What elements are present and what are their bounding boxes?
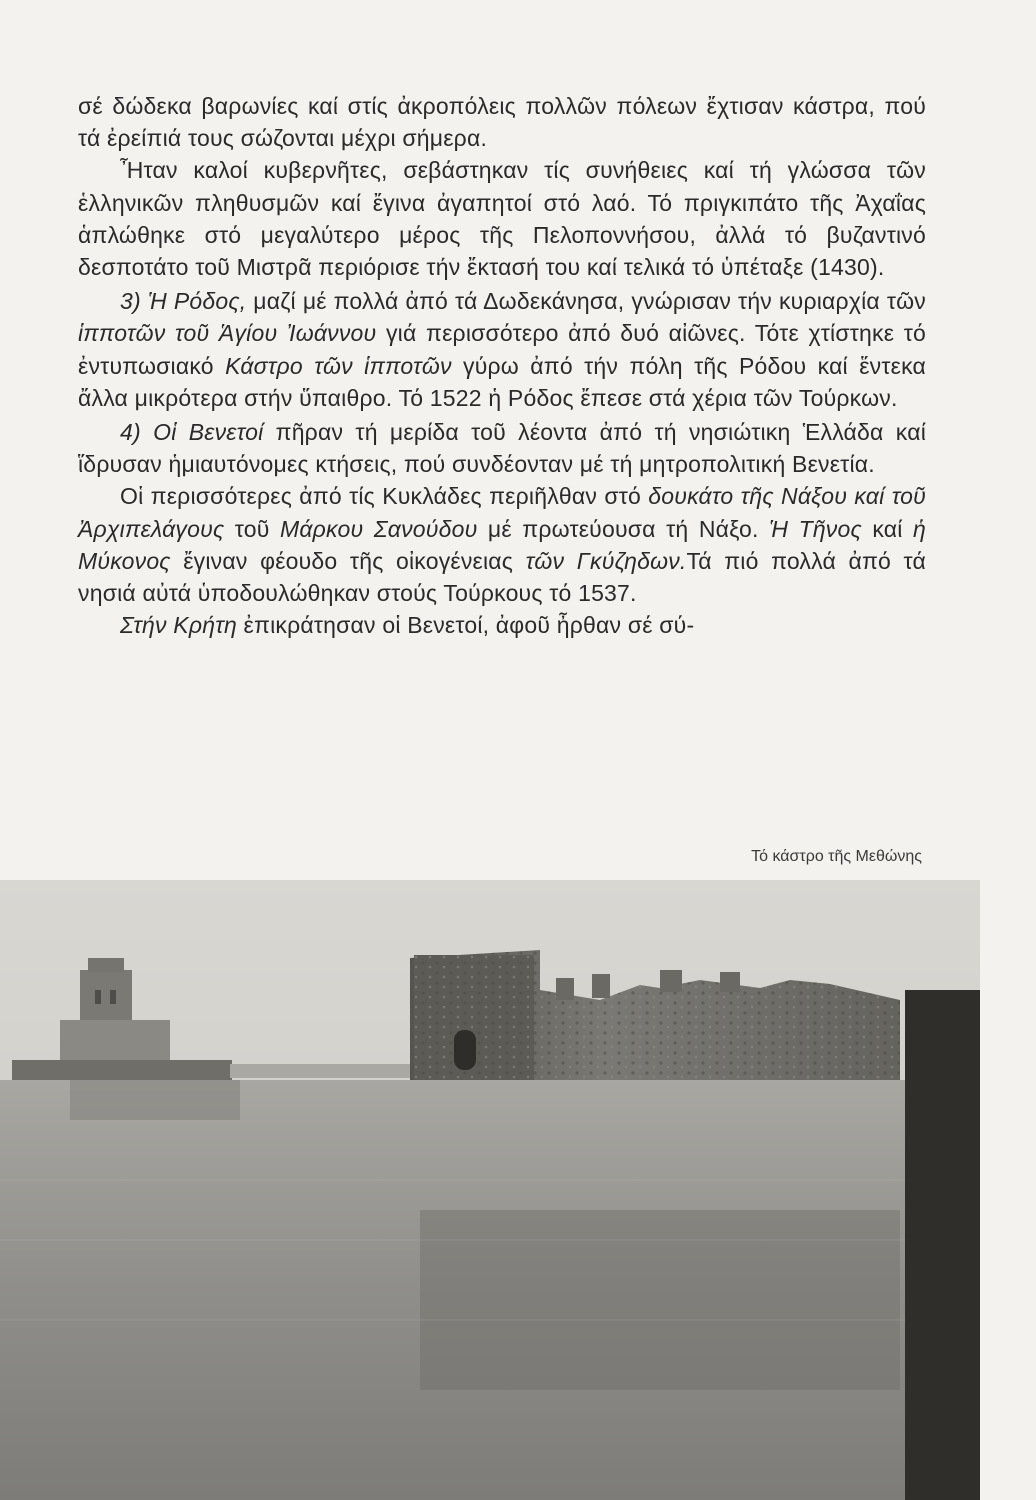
paragraph-3	[78, 285, 926, 414]
item-number-3: 3)	[120, 288, 141, 315]
duchy-name: δουκάτο τῆς Νάξου καί τοῦ Ἀρχιπελάγους	[78, 483, 927, 542]
paragraph-5	[78, 480, 926, 609]
body-text	[78, 90, 926, 641]
text-span: Τά πιό πολλά ἀπό τά νησιά αὐτά ὑποδουλώθηκαν στούς Τούρκους τό 1537.	[78, 547, 926, 607]
castle-name: Κάστρο τῶν ἱπποτῶν	[225, 352, 452, 379]
text-span: μαζί μέ πολλά ἀπό τά Δωδεκάνησα, γνώρισαν τήν κυριαρχία τῶν	[246, 288, 926, 315]
tinos-name: Ἡ Τῆνος	[769, 515, 862, 542]
text-span: Οἱ περισσότερες ἀπό τίς Κυκλάδες περιῆλθαν στό	[120, 483, 649, 510]
castle-photo	[0, 880, 980, 1500]
text-span: μέ πρωτεύουσα τή Νάξο.	[477, 515, 770, 542]
venetians-subject: Οἱ Βενετοί	[153, 419, 264, 446]
paragraph-6	[78, 609, 926, 641]
knights-name: ἱπποτῶν τοῦ Ἁγίου Ἰωάννου	[78, 320, 377, 347]
photo-caption: Τό κάστρο τῆς Μεθώνης	[751, 848, 922, 865]
paragraph-1: σέ δώδεκα βαρωνίες καί στίς ἀκροπόλεις πολλῶν πόλεων ἔχτισαν κάστρα, πού τά ἐρείπιά τους σώζονται μέχρι σήμερα.	[78, 93, 926, 152]
text-span: τοῦ	[224, 515, 280, 542]
text-span: ἔγιναν φέουδο τῆς οἰκογένειας	[170, 547, 526, 574]
ghisi-name: τῶν Γκύζηδων.	[525, 547, 687, 574]
crete-name: Στήν Κρήτη	[120, 612, 237, 639]
item-number-4: 4)	[120, 419, 141, 446]
text-span: ἐπικράτησαν οἱ Βενετοί, ἀφοῦ ἦρθαν σέ σύ-	[236, 612, 695, 639]
text-span: καί	[861, 515, 914, 542]
sanudo-name: Μάρκου Σανούδου	[280, 515, 478, 542]
paragraph-2: Ἦταν καλοί κυβερνῆτες, σεβάστηκαν τίς συνήθειες καί τή γλώσσα τῶν ἑλληνικῶν πληθυσμῶν καί ἔγινα ἀγαπητοί στό λαό. Τό πριγκιπάτο τῆς Ἀχαΐας ἁπλώθηκε στό μεγαλύτερο μέρος τῆς Πελοποννήσου, ἀλλά τό βυζαντινό δεσποτάτο τοῦ Μιστρᾶ περιόρισε τήν ἔκτασή του καί τελικά τό ὑπέταξε (1430).	[78, 157, 926, 281]
text-span: πῆραν τή μερίδα τοῦ λέοντα ἀπό τή νησιώτικη Ἑλλάδα καί ἵδρυσαν ἡμιαυτόνομες κτήσεις, πού συνδέονταν μέ τή μητροπολιτική Βενετία.	[78, 419, 927, 478]
text-span: γύρω ἀπό τήν πόλη τῆς Ρόδου καί ἕντεκα ἄλλα μικρότερα στήν ὕπαιθρο. Τό 1522 ἡ Ρόδος ἔπεσε στά χέρια τῶν Τούρκων.	[78, 352, 927, 411]
rhodes-subject: Ἡ Ρόδος,	[147, 288, 247, 315]
methoni-castle-photo	[0, 880, 980, 1500]
paragraph-4	[78, 416, 926, 480]
text-span: γιά περισσότερο ἀπό δυό αἰῶνες. Τότε χτίστηκε τό ἐντυπωσιακό	[78, 320, 926, 379]
mykonos-name: ἡ Μύκονος	[78, 515, 927, 574]
